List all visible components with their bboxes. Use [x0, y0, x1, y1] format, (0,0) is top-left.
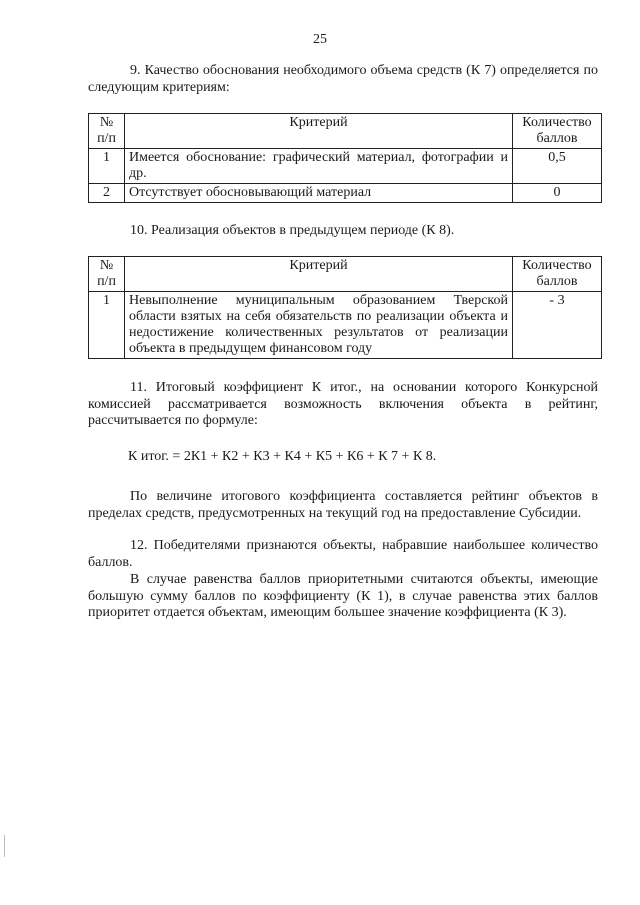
row-number: 1 — [89, 292, 125, 359]
header-number: № п/п — [89, 257, 125, 292]
section-10-intro: 10. Реализация объектов в предыдущем периоде (К 8). — [130, 223, 455, 238]
header-points: Количество баллов — [513, 114, 602, 149]
table-header-row — [89, 257, 602, 292]
section-9-intro: 9. Качество обоснования необходимого объема средств (К 7) определяется по следующим критериям: — [88, 63, 598, 95]
row-criterion: Отсутствует обосновывающий материал — [125, 184, 513, 203]
row-criterion: Невыполнение муниципальным образованием Тверской области взятых на себя обязательств по реализации объекта и недостижение количественных результатов от реализации объекта в предыдущем финансовом году — [125, 292, 513, 359]
tie-break-paragraph: В случае равенства баллов приоритетными считаются объекты, имеющие большую сумму баллов по коэффициенту (К 1), в случае равенства этих баллов приоритет отдается объектам, имеющим большее значение коэффициента (К 3). — [88, 572, 598, 620]
rating-paragraph: По величине итогового коэффициента составляется рейтинг объектов в пределах средств, предусмотренных на текущий год на предоставление Субсидии. — [88, 489, 598, 521]
row-number: 1 — [89, 149, 125, 184]
table-row — [89, 292, 602, 359]
section-12-text: 12. Победителями признаются объекты, набравшие наибольшее количество баллов. — [88, 538, 598, 570]
scan-edge-mark — [4, 835, 5, 857]
header-number: № п/п — [89, 114, 125, 149]
row-points: - 3 — [513, 292, 602, 359]
row-number: 2 — [89, 184, 125, 203]
table-row — [89, 184, 602, 203]
row-criterion: Имеется обоснование: графический материал, фотографии и др. — [125, 149, 513, 184]
table-header-row — [89, 114, 602, 149]
row-points: 0,5 — [513, 149, 602, 184]
criteria-table-k8 — [88, 256, 602, 359]
table-row — [89, 149, 602, 184]
page-number: 25 — [313, 32, 327, 47]
header-criterion: Критерий — [125, 114, 513, 149]
header-criterion: Критерий — [125, 257, 513, 292]
header-points: Количество баллов — [513, 257, 602, 292]
section-11-text: 11. Итоговый коэффициент К итог., на основании которого Конкурсной комиссией рассматривается возможность включения объекта в рейтинг, рассчитывается по формуле: — [88, 380, 598, 428]
criteria-table-k7 — [88, 113, 602, 203]
k-total-formula: К итог. = 2К1 + К2 + К3 + К4 + К5 + К6 + К 7 + К 8. — [128, 449, 437, 464]
row-points: 0 — [513, 184, 602, 203]
